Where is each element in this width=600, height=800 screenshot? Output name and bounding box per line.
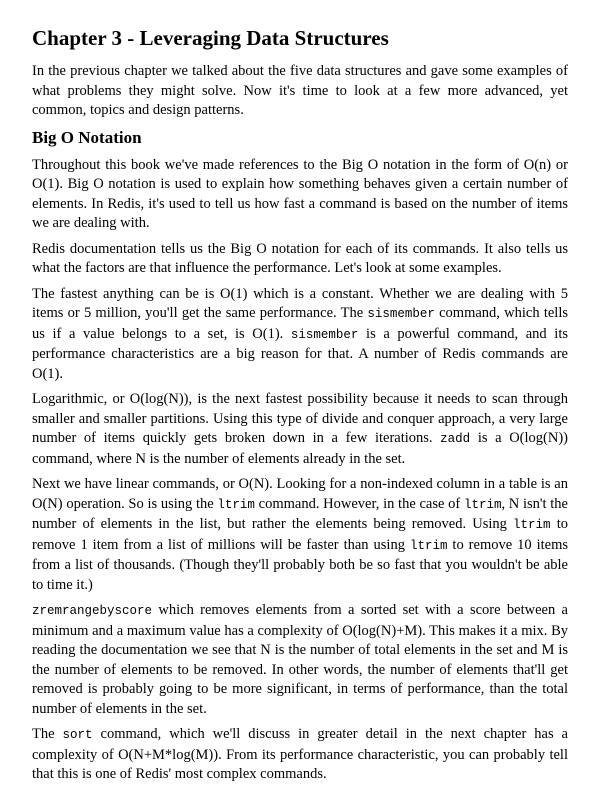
section-heading-big-o-notation: Big O Notation: [32, 127, 142, 147]
inline-code: ltrim: [217, 497, 255, 512]
text-run: Throughout this book we've made references to the Big O notation in the form of O(n) or O(1). Big O notation is used to explain how something behaves given a certain number of elements. In Redis, it's used to tell us how fast a command is based on the number of items we are dealing with.: [32, 156, 568, 231]
paragraph-logarithmic: [32, 390, 568, 469]
text-run: to remove 1 item from a list of millions will be faster than using: [32, 516, 568, 553]
text-run: , N isn't the number of elements in the list, but rather the elements being removed. Using: [32, 495, 568, 532]
paragraph-sort-command: [32, 725, 568, 785]
inline-code: ltrim: [409, 538, 448, 553]
text-run: command. However, in the case of: [254, 495, 464, 512]
text-run: Next we have linear commands, or O(N). Looking for a non-indexed column in a table is an O(N) operation. So is using the: [32, 476, 568, 512]
inline-code: sort: [62, 728, 93, 742]
inline-code: zremrangebyscore: [32, 604, 153, 618]
text-run: which removes elements from a sorted set with a score between a minimum and a maximum value has a complexity of O(log(N)+M). This makes it a mix. By reading the documentation we see that N is the number of total elements in the set and M is the number of elements to be removed. In other words, the number of elements that'll get removed is probably going to be more significant, in terms of performance, than the total number of elements in the set.: [32, 602, 568, 717]
text-run: command, which tells us if a value belongs to a set, is O(1).: [32, 305, 568, 342]
text-run: is a O(log(N)) command, where N is the number of elements already in the set.: [32, 430, 568, 467]
inline-code: ltrim: [463, 497, 502, 512]
inline-code: sismember: [290, 327, 359, 342]
chapter-title: Chapter 3 - Leveraging Data Structures: [32, 26, 389, 50]
paragraph-zremrangebyscore: [32, 601, 568, 719]
text-run: is a powerful command, and its performance characteristics are a big reason for that. A number of Redis commands are O(1).: [32, 325, 568, 382]
text-run: The fastest anything can be is O(1) which is a constant. Whether we are dealing with 5 items or 5 million, you'll get the same performance. The: [32, 285, 568, 321]
paragraph-big-o-intro: [32, 156, 568, 234]
text-run: In the previous chapter we talked about the five data structures and gave some examples of what problems they might solve. Now it's time to look at a few more advanced, yet common, topics and design patterns.: [32, 63, 568, 118]
text-run: Logarithmic, or O(log(N)), is the next fastest possibility because it needs to scan through smaller and smaller partitions. Using this type of divide and conquer approach, a very large number of items quickly gets broken down in a few iterations.: [32, 391, 568, 446]
inline-code: ltrim: [513, 518, 551, 532]
text-run: to remove 10 items from a list of thousands. (Though they'll probably both be so fast that you wouldn't be able to time it.): [32, 536, 569, 593]
paragraph-redis-documentation: [32, 240, 568, 279]
text-run: The: [32, 726, 63, 742]
paragraph-constant-time: [32, 285, 568, 385]
text-run: command, which we'll discuss in greater detail in the next chapter has a complexity of O(N+M*log(M)). From its performance characteristic, you can probably tell that this is one of Redis' most complex commands.: [32, 726, 568, 782]
text-run: Redis documentation tells us the Big O notation for each of its commands. It also tells us what the factors are that influence the performance. Let's look at some examples.: [32, 240, 568, 276]
inline-code: sismember: [367, 307, 435, 321]
paragraph-intro: [32, 62, 568, 121]
inline-code: zadd: [440, 432, 471, 446]
paragraph-linear: [32, 475, 568, 595]
